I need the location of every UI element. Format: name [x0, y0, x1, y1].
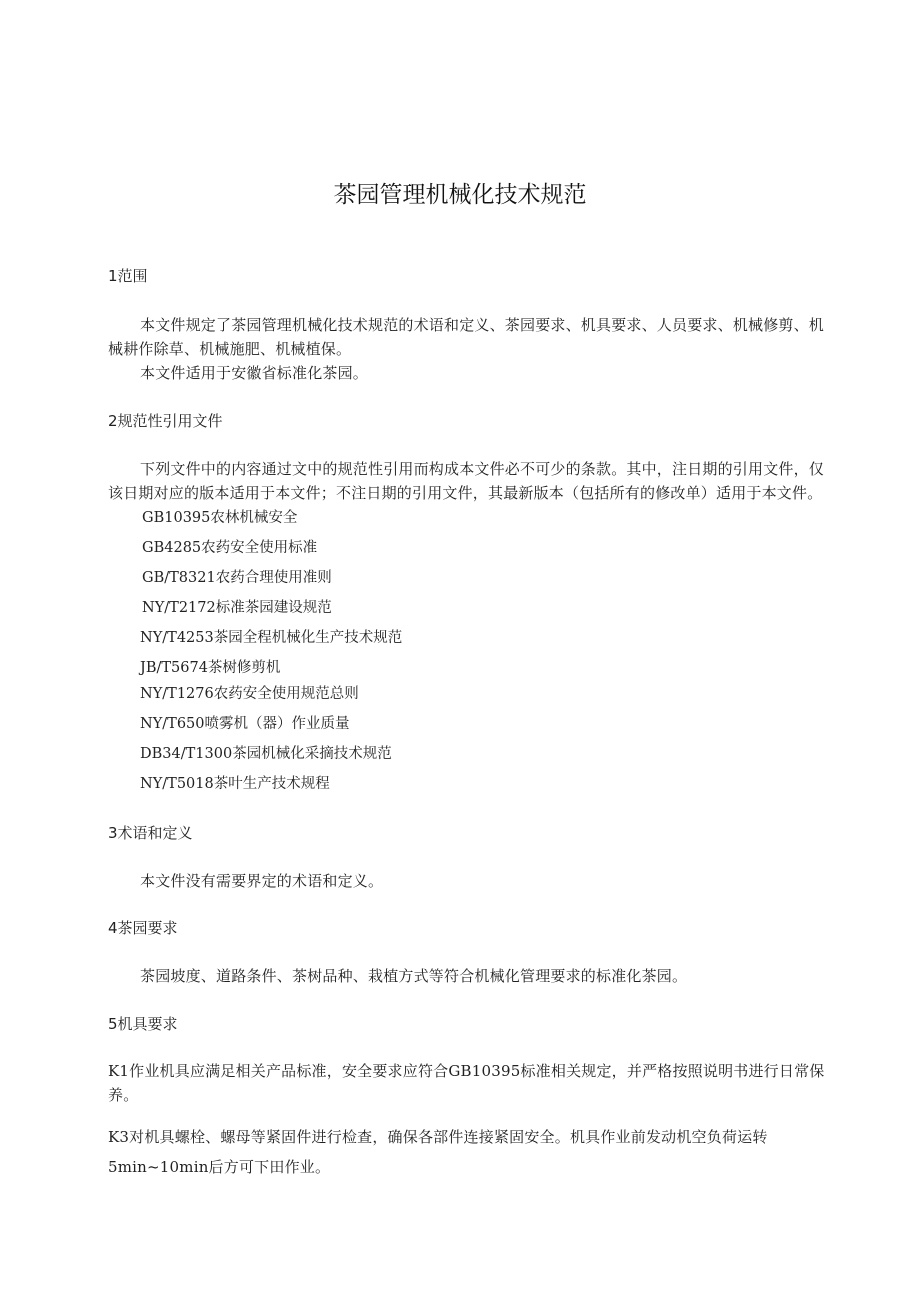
reference-item: GB/T8321农药合理使用准则 [142, 570, 332, 586]
reference-item: NY/T2172标准茶园建设规范 [142, 600, 332, 616]
reference-item: NY/T4253茶园全程机械化生产技术规范 [140, 630, 403, 646]
reference-item: NY/T5018茶叶生产技术规程 [140, 776, 330, 792]
document-title: 茶园管理机械化技术规范 [333, 182, 587, 208]
machinery-k1-paragraph: K1作业机具应满足相关产品标准，安全要求应符合GB10395标准相关规定，并严格按照说明书进行日常保养。 [108, 1062, 825, 1104]
reference-item: GB10395农林机械安全 [142, 510, 298, 526]
reference-item: DB34/T1300茶园机械化采摘技术规范 [140, 746, 392, 762]
scope-applicability: 本文件适用于安徽省标准化茶园。 [140, 364, 369, 382]
section-heading-tea-garden: 4茶园要求 [108, 919, 178, 937]
section-heading-machinery: 5机具要求 [108, 1015, 178, 1033]
machinery-k3-continuation: 5min~10min后方可下田作业。 [108, 1158, 331, 1176]
reference-item: GB4285农药安全使用标准 [142, 540, 318, 556]
tea-garden-paragraph: 茶园坡度、道路条件、茶树品种、栽植方式等符合机械化管理要求的标准化茶园。 [140, 967, 688, 985]
reference-item: NY/T1276农药安全使用规范总则 [140, 686, 359, 702]
reference-item: NY/T650喷雾机（器）作业质量 [140, 716, 350, 732]
scope-paragraph: 本文件规定了茶园管理机械化技术规范的术语和定义、茶园要求、机具要求、人员要求、机械修剪、机械耕作除草、机械施肥、机械植保。 [108, 316, 825, 358]
references-intro: 下列文件中的内容通过文中的规范性引用而构成本文件必不可少的条款。其中，注日期的引用文件，仅该日期对应的版本适用于本文件；不注日期的引用文件，其最新版本（包括所有的修改单）适用于本文件。 [108, 460, 825, 502]
section-heading-normative-references: 2规范性引用文件 [108, 412, 223, 430]
section-heading-terms: 3术语和定义 [108, 824, 193, 842]
section-heading-scope: 1范围 [108, 267, 148, 285]
terms-paragraph: 本文件没有需要界定的术语和定义。 [140, 872, 384, 890]
machinery-k3-paragraph: K3对机具螺栓、螺母等紧固件进行检查，确保各部件连接紧固安全。机具作业前发动机空负荷运转 [108, 1128, 768, 1146]
reference-item: JB/T5674茶树修剪机 [140, 660, 281, 676]
